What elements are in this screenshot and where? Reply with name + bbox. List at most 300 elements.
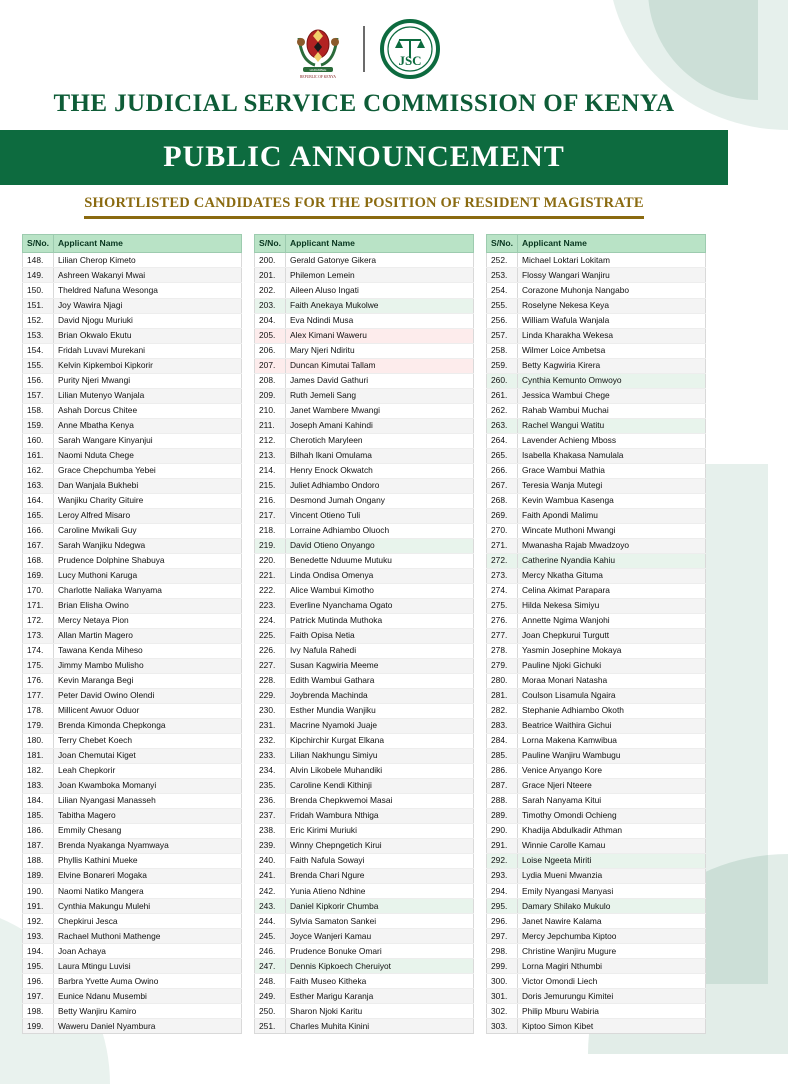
candidate-serial-number: 275. [487, 598, 518, 613]
candidate-serial-number: 274. [487, 583, 518, 598]
table-row [255, 839, 474, 854]
candidate-name: Lilian Cherop Kimeto [53, 253, 241, 268]
candidate-serial-number: 174. [23, 643, 54, 658]
candidate-serial-number: 251. [255, 1019, 286, 1034]
candidate-serial-number: 263. [487, 418, 518, 433]
candidate-name: Brenda Nyakanga Nyamwaya [53, 839, 241, 854]
candidate-serial-number: 287. [487, 779, 518, 794]
candidate-serial-number: 298. [487, 944, 518, 959]
candidate-serial-number: 266. [487, 463, 518, 478]
candidate-serial-number: 242. [255, 884, 286, 899]
table-row [23, 403, 242, 418]
candidate-serial-number: 286. [487, 763, 518, 778]
table-row [487, 748, 706, 763]
table-row [23, 508, 242, 523]
candidate-name: Joan Chemutai Kiget [53, 748, 241, 763]
candidate-serial-number: 172. [23, 613, 54, 628]
table-row [487, 733, 706, 748]
candidate-serial-number: 203. [255, 298, 286, 313]
table-row [23, 598, 242, 613]
table-row [255, 553, 474, 568]
candidate-serial-number: 165. [23, 508, 54, 523]
candidate-name: Grace Wambui Mathia [517, 463, 705, 478]
candidate-column-2 [254, 234, 474, 1034]
candidate-serial-number: 198. [23, 1004, 54, 1019]
candidate-serial-number: 234. [255, 763, 286, 778]
table-row [23, 283, 242, 298]
candidate-name: Ashreen Wakanyi Mwai [53, 268, 241, 283]
candidate-name: Terry Chebet Koech [53, 733, 241, 748]
candidate-name: Lilian Nakhungu Simiyu [285, 748, 473, 763]
candidate-name: Lilian Nyangasi Manasseh [53, 794, 241, 809]
table-row [487, 718, 706, 733]
candidate-name: Roselyne Nekesa Keya [517, 298, 705, 313]
kenya-coat-of-arms-icon [287, 18, 349, 80]
candidate-serial-number: 276. [487, 613, 518, 628]
candidate-serial-number: 236. [255, 794, 286, 809]
candidate-serial-number: 284. [487, 733, 518, 748]
column-header-name: Applicant Name [517, 235, 705, 253]
candidate-name: Stephanie Adhiambo Okoth [517, 703, 705, 718]
table-row [487, 884, 706, 899]
table-row [487, 703, 706, 718]
candidate-name: Lavender Achieng Mboss [517, 433, 705, 448]
candidate-serial-number: 254. [487, 283, 518, 298]
table-row [487, 854, 706, 869]
table-row [23, 538, 242, 553]
candidate-name: Linda Ondisa Omenya [285, 568, 473, 583]
candidate-serial-number: 197. [23, 989, 54, 1004]
candidate-name: Eunice Ndanu Musembi [53, 989, 241, 1004]
table-row [487, 914, 706, 929]
candidate-serial-number: 240. [255, 854, 286, 869]
candidate-serial-number: 246. [255, 944, 286, 959]
table-row [487, 1004, 706, 1019]
candidate-serial-number: 289. [487, 809, 518, 824]
table-row [255, 824, 474, 839]
table-row [487, 974, 706, 989]
table-row [255, 809, 474, 824]
table-row [487, 824, 706, 839]
candidate-serial-number: 216. [255, 493, 286, 508]
candidate-serial-number: 208. [255, 373, 286, 388]
candidate-serial-number: 183. [23, 779, 54, 794]
table-row [255, 358, 474, 373]
candidate-serial-number: 173. [23, 628, 54, 643]
table-row [487, 929, 706, 944]
candidate-serial-number: 282. [487, 703, 518, 718]
candidate-serial-number: 222. [255, 583, 286, 598]
candidate-name: Rachel Wangui Watitu [517, 418, 705, 433]
candidate-serial-number: 270. [487, 523, 518, 538]
candidate-name: Joyce Wanjeri Kamau [285, 929, 473, 944]
candidate-name: Yasmin Josephine Mokaya [517, 643, 705, 658]
candidate-serial-number: 231. [255, 718, 286, 733]
candidate-serial-number: 163. [23, 478, 54, 493]
candidate-serial-number: 238. [255, 824, 286, 839]
table-row [487, 538, 706, 553]
candidate-name: Gerald Gatonye Gikera [285, 253, 473, 268]
candidate-serial-number: 257. [487, 328, 518, 343]
table-row [255, 583, 474, 598]
candidate-name: Lucy Muthoni Karuga [53, 568, 241, 583]
candidate-name: William Wafula Wanjala [517, 313, 705, 328]
candidate-serial-number: 154. [23, 343, 54, 358]
candidate-serial-number: 280. [487, 673, 518, 688]
candidate-serial-number: 285. [487, 748, 518, 763]
candidate-serial-number: 267. [487, 478, 518, 493]
table-row [487, 508, 706, 523]
candidate-serial-number: 255. [487, 298, 518, 313]
candidate-serial-number: 268. [487, 493, 518, 508]
candidate-serial-number: 259. [487, 358, 518, 373]
table-row [487, 553, 706, 568]
table-row [487, 869, 706, 884]
candidate-name: Edith Wambui Gathara [285, 673, 473, 688]
table-row [255, 673, 474, 688]
candidate-serial-number: 171. [23, 598, 54, 613]
table-row [487, 763, 706, 778]
candidate-serial-number: 219. [255, 538, 286, 553]
candidate-serial-number: 290. [487, 824, 518, 839]
table-row [255, 403, 474, 418]
table-row [23, 463, 242, 478]
candidate-serial-number: 195. [23, 959, 54, 974]
table-row [23, 1019, 242, 1034]
candidate-serial-number: 299. [487, 959, 518, 974]
page-header [0, 0, 728, 118]
subtitle-text: SHORTLISTED CANDIDATES FOR THE POSITION OF RESIDENT MAGISTRATE [84, 195, 643, 219]
candidate-name: Wilmer Loice Ambetsa [517, 343, 705, 358]
candidate-name: Brenda Kimonda Chepkonga [53, 718, 241, 733]
candidate-name: Victor Omondi Liech [517, 974, 705, 989]
table-row [23, 553, 242, 568]
table-row [23, 358, 242, 373]
candidate-serial-number: 156. [23, 373, 54, 388]
table-row [23, 388, 242, 403]
candidate-serial-number: 291. [487, 839, 518, 854]
candidate-name: Vincent Otieno Tuli [285, 508, 473, 523]
candidate-serial-number: 296. [487, 914, 518, 929]
candidate-name: Caroline Kendi Kithinji [285, 779, 473, 794]
candidate-serial-number: 245. [255, 929, 286, 944]
candidate-name: Cynthia Makungu Mulehi [53, 899, 241, 914]
table-row [487, 658, 706, 673]
candidate-serial-number: 155. [23, 358, 54, 373]
table-row [255, 418, 474, 433]
table-row [255, 523, 474, 538]
table-row [487, 1019, 706, 1034]
table-row [255, 718, 474, 733]
candidate-name: Faith Anekaya Mukolwe [285, 298, 473, 313]
candidate-name: Hilda Nekesa Simiyu [517, 598, 705, 613]
candidate-name: Benedette Nduume Mutuku [285, 553, 473, 568]
table-row [255, 373, 474, 388]
candidate-name: Kevin Maranga Begi [53, 673, 241, 688]
candidate-name: Caroline Mwikali Guy [53, 523, 241, 538]
candidate-serial-number: 273. [487, 568, 518, 583]
candidate-name: Michael Loktari Lokitam [517, 253, 705, 268]
table-row [487, 358, 706, 373]
candidate-name: Sarah Wanjiku Ndegwa [53, 538, 241, 553]
candidate-serial-number: 148. [23, 253, 54, 268]
candidate-name: Millicent Awuor Oduor [53, 703, 241, 718]
table-row [23, 779, 242, 794]
candidate-serial-number: 224. [255, 613, 286, 628]
table-row [23, 748, 242, 763]
table-row [23, 794, 242, 809]
svg-text:HARAMBEE: HARAMBEE [309, 68, 327, 73]
candidate-name: Sylvia Samaton Sankei [285, 914, 473, 929]
table-row [255, 283, 474, 298]
table-row [23, 658, 242, 673]
candidate-name: Naomi Natiko Mangera [53, 884, 241, 899]
candidate-name: Philemon Lemein [285, 268, 473, 283]
candidate-serial-number: 162. [23, 463, 54, 478]
candidate-serial-number: 217. [255, 508, 286, 523]
candidate-name: Fridah Wambura Nthiga [285, 809, 473, 824]
candidate-serial-number: 177. [23, 688, 54, 703]
candidate-name: Khadija Abdulkadir Athman [517, 824, 705, 839]
table-row [487, 448, 706, 463]
table-row [487, 809, 706, 824]
candidate-name: Mary Njeri Ndiritu [285, 343, 473, 358]
table-row [255, 959, 474, 974]
table-row [255, 748, 474, 763]
candidate-name: Purity Njeri Mwangi [53, 373, 241, 388]
candidate-serial-number: 161. [23, 448, 54, 463]
table-row [487, 298, 706, 313]
table-row [23, 568, 242, 583]
candidate-serial-number: 225. [255, 628, 286, 643]
candidate-serial-number: 218. [255, 523, 286, 538]
candidate-name: Elvine Bonareri Mogaka [53, 869, 241, 884]
table-row [255, 268, 474, 283]
logo-row [0, 18, 728, 80]
candidate-serial-number: 237. [255, 809, 286, 824]
table-row [23, 1004, 242, 1019]
column-header-name: Applicant Name [285, 235, 473, 253]
candidate-serial-number: 178. [23, 703, 54, 718]
candidate-name: Betty Wanjiru Kamiro [53, 1004, 241, 1019]
candidate-serial-number: 211. [255, 418, 286, 433]
candidate-name: Brenda Chari Ngure [285, 869, 473, 884]
table-row [255, 884, 474, 899]
candidate-name: Macrine Nyamoki Juaje [285, 718, 473, 733]
candidate-name: Daniel Kipkorir Chumba [285, 899, 473, 914]
table-row [487, 794, 706, 809]
candidate-name: Esther Marigu Karanja [285, 989, 473, 1004]
candidate-serial-number: 300. [487, 974, 518, 989]
candidate-serial-number: 302. [487, 1004, 518, 1019]
candidate-name: Celina Akimat Parapara [517, 583, 705, 598]
crest-caption: REPUBLIC OF KENYA [300, 75, 336, 79]
table-row [255, 854, 474, 869]
candidate-serial-number: 253. [487, 268, 518, 283]
candidate-serial-number: 175. [23, 658, 54, 673]
candidate-serial-number: 283. [487, 718, 518, 733]
candidate-serial-number: 249. [255, 989, 286, 1004]
table-row [255, 298, 474, 313]
table-row [23, 643, 242, 658]
public-announcement-banner: PUBLIC ANNOUNCEMENT [0, 130, 728, 185]
candidate-name: Cynthia Kemunto Omwoyo [517, 373, 705, 388]
candidate-serial-number: 184. [23, 794, 54, 809]
column-header-sno: S/No. [23, 235, 54, 253]
candidate-serial-number: 261. [487, 388, 518, 403]
column-header-name: Applicant Name [53, 235, 241, 253]
table-row [255, 643, 474, 658]
candidate-name: Cherotich Maryleen [285, 433, 473, 448]
candidate-serial-number: 215. [255, 478, 286, 493]
table-row [23, 673, 242, 688]
candidate-serial-number: 250. [255, 1004, 286, 1019]
candidate-name: Faith Apondi Malimu [517, 508, 705, 523]
candidate-name: Barbra Yvette Auma Owino [53, 974, 241, 989]
candidate-name: David Otieno Onyango [285, 538, 473, 553]
candidate-name: Faith Opisa Netia [285, 628, 473, 643]
candidate-name: Eva Ndindi Musa [285, 313, 473, 328]
candidate-serial-number: 260. [487, 373, 518, 388]
table-row [23, 253, 242, 268]
candidate-serial-number: 207. [255, 358, 286, 373]
candidate-name: Charlotte Naliaka Wanyama [53, 583, 241, 598]
candidate-name: Lorna Magiri Nthumbi [517, 959, 705, 974]
table-row [23, 989, 242, 1004]
candidate-serial-number: 233. [255, 748, 286, 763]
table-row [487, 959, 706, 974]
candidate-name: Lorna Makena Kamwibua [517, 733, 705, 748]
candidate-name: Emily Nyangasi Manyasi [517, 884, 705, 899]
candidate-name: Tawana Kenda Miheso [53, 643, 241, 658]
candidate-serial-number: 202. [255, 283, 286, 298]
table-row [487, 523, 706, 538]
table-row [23, 328, 242, 343]
candidate-name: Joan Kwamboka Momanyi [53, 779, 241, 794]
candidate-serial-number: 293. [487, 869, 518, 884]
candidate-name: Betty Kagwiria Kirera [517, 358, 705, 373]
candidate-name: Phyllis Kathini Mueke [53, 854, 241, 869]
candidate-name: Joy Wawira Njagi [53, 298, 241, 313]
candidate-serial-number: 180. [23, 733, 54, 748]
table-row [23, 523, 242, 538]
candidate-name: Alice Wambui Kimotho [285, 583, 473, 598]
candidate-serial-number: 201. [255, 268, 286, 283]
candidate-serial-number: 160. [23, 433, 54, 448]
table-row [255, 688, 474, 703]
candidate-name: Dan Wanjala Bukhebi [53, 478, 241, 493]
candidate-name: Flossy Wangari Wanjiru [517, 268, 705, 283]
candidate-name: Kipchirchir Kurgat Elkana [285, 733, 473, 748]
candidate-serial-number: 151. [23, 298, 54, 313]
candidate-serial-number: 200. [255, 253, 286, 268]
candidate-serial-number: 256. [487, 313, 518, 328]
candidate-name: Desmond Jumah Ongany [285, 493, 473, 508]
candidate-serial-number: 190. [23, 884, 54, 899]
candidate-name: Brian Okwalo Ekutu [53, 328, 241, 343]
candidate-name: Loise Ngeeta Miriti [517, 854, 705, 869]
table-row [255, 463, 474, 478]
table-row [23, 733, 242, 748]
candidate-name: Winny Chepngetich Kirui [285, 839, 473, 854]
organization-title: THE JUDICIAL SERVICE COMMISSION OF KENYA [53, 90, 675, 117]
candidate-serial-number: 213. [255, 448, 286, 463]
candidate-serial-number: 192. [23, 914, 54, 929]
candidate-serial-number: 243. [255, 899, 286, 914]
candidate-name: Annette Ngima Wanjohi [517, 613, 705, 628]
candidate-name: Chepkirui Jesca [53, 914, 241, 929]
candidate-serial-number: 166. [23, 523, 54, 538]
table-row [255, 974, 474, 989]
candidate-name: Emmily Chesang [53, 824, 241, 839]
table-row [23, 373, 242, 388]
candidate-name: Leroy Alfred Misaro [53, 508, 241, 523]
candidate-name: Ivy Nafula Rahedi [285, 643, 473, 658]
candidate-serial-number: 244. [255, 914, 286, 929]
table-row [23, 869, 242, 884]
candidate-name: Lilian Mutenyo Wanjala [53, 388, 241, 403]
table-row [487, 493, 706, 508]
candidate-name: Venice Anyango Kore [517, 763, 705, 778]
candidate-name: Joan Achaya [53, 944, 241, 959]
candidate-serial-number: 277. [487, 628, 518, 643]
candidate-serial-number: 279. [487, 658, 518, 673]
table-row [487, 313, 706, 328]
table-row [487, 583, 706, 598]
candidate-serial-number: 247. [255, 959, 286, 974]
candidate-serial-number: 204. [255, 313, 286, 328]
candidate-serial-number: 258. [487, 343, 518, 358]
candidate-name: Anne Mbatha Kenya [53, 418, 241, 433]
candidate-name: Esther Mundia Wanjiku [285, 703, 473, 718]
table-row [255, 763, 474, 778]
candidate-name: Sarah Wangare Kinyanjui [53, 433, 241, 448]
table-row [255, 433, 474, 448]
candidate-serial-number: 189. [23, 869, 54, 884]
candidate-serial-number: 269. [487, 508, 518, 523]
table-row [255, 478, 474, 493]
candidate-name: Lydia Mueni Mwanzia [517, 869, 705, 884]
candidate-name: Patrick Mutinda Muthoka [285, 613, 473, 628]
candidate-serial-number: 241. [255, 869, 286, 884]
candidate-name: Susan Kagwiria Meeme [285, 658, 473, 673]
candidate-serial-number: 220. [255, 553, 286, 568]
table-row [255, 658, 474, 673]
candidate-serial-number: 303. [487, 1019, 518, 1034]
candidate-serial-number: 239. [255, 839, 286, 854]
candidate-name: Ruth Jemeli Sang [285, 388, 473, 403]
candidate-serial-number: 157. [23, 388, 54, 403]
table-row [23, 583, 242, 598]
table-row [23, 313, 242, 328]
candidate-name: Teresia Wanja Mutegi [517, 478, 705, 493]
table-row [255, 388, 474, 403]
candidate-serial-number: 294. [487, 884, 518, 899]
table-row [23, 899, 242, 914]
table-row [23, 824, 242, 839]
table-row [487, 388, 706, 403]
table-row [487, 283, 706, 298]
candidate-serial-number: 212. [255, 433, 286, 448]
candidate-name: Christine Wanjiru Mugure [517, 944, 705, 959]
table-row [255, 493, 474, 508]
candidate-name: Alvin Likobele Muhandiki [285, 763, 473, 778]
candidate-serial-number: 164. [23, 493, 54, 508]
table-row [487, 433, 706, 448]
table-row [23, 433, 242, 448]
candidate-name: Everline Nyanchama Ogato [285, 598, 473, 613]
jsc-logo-text: JSC [398, 53, 422, 68]
